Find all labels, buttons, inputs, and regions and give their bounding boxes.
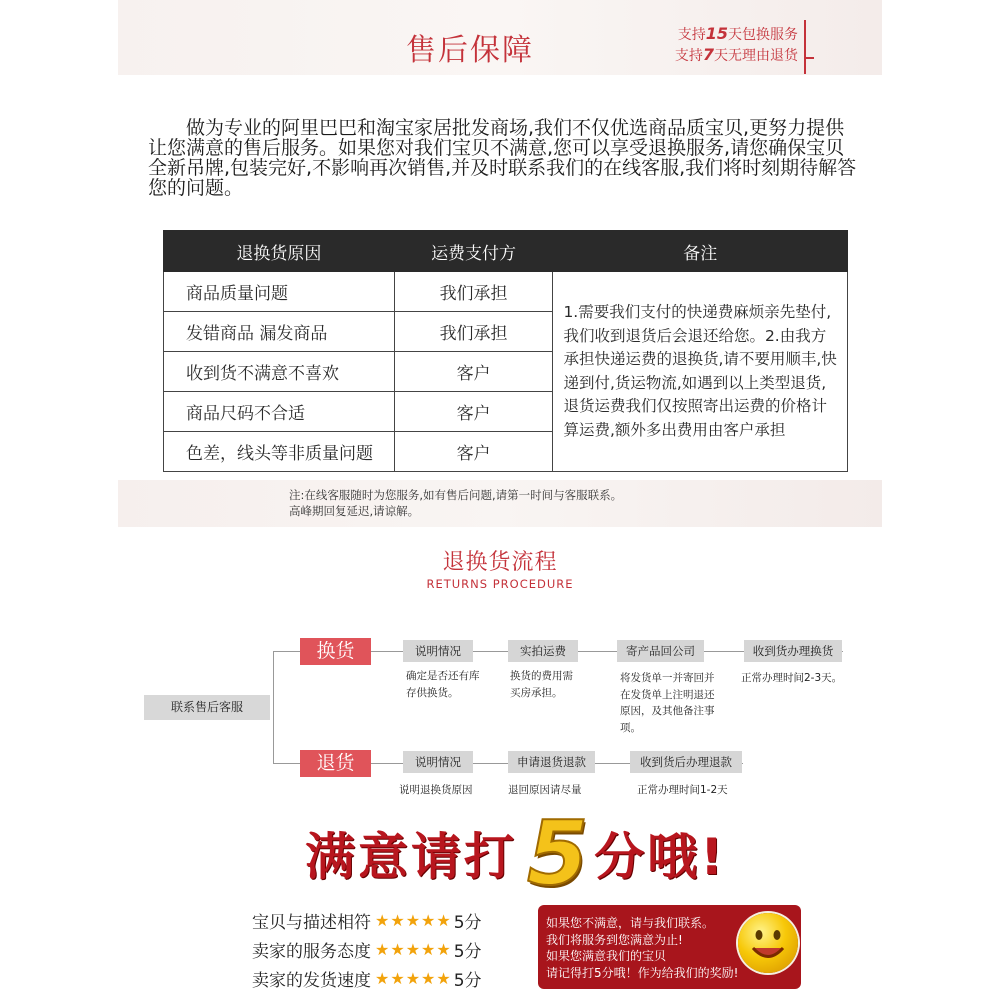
return-desc-3: 正常办理时间1-2天: [637, 784, 728, 796]
header-reason: 退换货原因: [164, 231, 395, 272]
rating-label: 卖家的发货速度: [252, 970, 371, 991]
procedure-subtitle: RETURNS PROCEDURE: [426, 577, 574, 591]
rating-score: 5分: [453, 941, 482, 962]
notice-text: [289, 487, 622, 519]
star-icon: ★★★★★: [375, 939, 452, 959]
page-title: 售后保障: [406, 33, 534, 68]
payer-cell: 我们承担: [394, 312, 553, 352]
badge-divider-tick: [804, 57, 814, 59]
return-step-2: 申请退货退款: [508, 751, 595, 773]
reason-cell: 色差，线头等非质量问题: [164, 432, 395, 472]
start-contact-box: 联系售后客服: [144, 695, 270, 720]
exchange-desc-3: 将发货单一并寄回并在发货单上注明退还原因，及其他备注事项。: [620, 672, 715, 734]
exchange-step-1: 说明情况: [403, 640, 473, 662]
reason-cell: 商品尺码不合适: [164, 392, 395, 432]
smiley-face-icon: [738, 913, 798, 973]
exchange-desc-4: 正常办理时间2-3天。: [741, 672, 843, 684]
badge-line2-pre: 支持: [674, 48, 703, 64]
badge-line1-pre: 支持: [677, 27, 706, 43]
banner-five: 5: [527, 801, 589, 905]
exchange-step-3: 寄产品回公司: [617, 640, 704, 662]
payer-cell: 客户: [394, 352, 553, 392]
payer-cell: 客户: [394, 432, 553, 472]
service-badge: [600, 24, 798, 66]
header-note: 备注: [553, 231, 848, 272]
banner-text-pre: 满意请打: [305, 828, 517, 886]
return-step-3: 收到货后办理退款: [630, 751, 742, 773]
procedure-title: 退换货流程: [442, 550, 558, 575]
star-icon: ★★★★★: [375, 968, 452, 988]
return-desc-2: 退回原因请尽量: [508, 784, 582, 796]
badge-line2-num: 7: [702, 45, 714, 64]
reason-cell: 发错商品 漏发商品: [164, 312, 395, 352]
satisfaction-message-box: [538, 905, 801, 989]
message-line1: 如果您不满意，请与我们联系。: [546, 916, 715, 930]
rating-label: 卖家的服务态度: [252, 941, 371, 962]
note-cell: 1.需要我们支付的快递费麻烦亲先垫付,我们收到退货后会退还给您。2.由我方承担快递运费的退换货,请不要用顺丰,快递到付,货运物流,如遇到以上类型退货,退货运费我们仅按照寄出运费的价格计算运费,额外多出费用由客户承担: [553, 272, 848, 472]
exchange-desc-2: 换货的费用需买房承担。: [510, 670, 573, 699]
rating-row-description: [252, 908, 482, 932]
smiley-icon: [738, 913, 798, 973]
rating-row-service: [252, 937, 482, 961]
notice-line1: 注:在线客服随时为您服务,如有售后问题,请第一时间与客服联系。: [289, 488, 623, 502]
payer-cell: 我们承担: [394, 272, 553, 312]
return-desc-1: 说明退换货原因: [399, 784, 473, 796]
message-text: [546, 915, 738, 981]
exchange-step-4: 收到货办理换货: [744, 640, 842, 662]
rating-row-shipping: [252, 966, 482, 990]
badge-line1-num: 15: [705, 24, 728, 43]
exchange-desc-1: 确定是否还有库存供换货。: [406, 670, 480, 699]
policy-table: [163, 230, 848, 472]
message-line4: 请记得打5分哦！作为给我们的奖励!: [546, 965, 739, 980]
header-payer: 运费支付方: [394, 231, 553, 272]
intro-paragraph: 做为专业的阿里巴巴和淘宝家居批发商场,我们不仅优选商品质宝贝,更努力提供让您满意的售后服务。如果您对我们宝贝不满意,您可以享受退换服务,请您确保宝贝全新吊牌,包装完好,不影响再次销售,并及时联系我们的在线客服,我们将时刻期待解答您的问题。: [148, 117, 857, 199]
badge-line2-post: 天无理由退货: [714, 48, 798, 64]
rating-label: 宝贝与描述相符: [252, 912, 371, 933]
message-line2: 我们将服务到您满意为止!: [546, 932, 683, 947]
table-header-row: [164, 231, 848, 272]
reason-cell: 收到货不满意不喜欢: [164, 352, 395, 392]
star-icon: ★★★★★: [375, 910, 452, 930]
reason-cell: 商品质量问题: [164, 272, 395, 312]
rating-score: 5分: [453, 912, 482, 933]
return-step-1: 说明情况: [403, 751, 473, 773]
exchange-tag: 换货: [300, 638, 371, 665]
banner-text-post: 分哦!: [594, 828, 727, 886]
badge-divider: [804, 20, 806, 74]
notice-line2: 高峰期回复延迟,请谅解。: [289, 504, 420, 518]
rating-banner: [305, 801, 755, 905]
return-tag: 退货: [300, 750, 371, 777]
message-line3: 如果您满意我们的宝贝: [546, 949, 667, 963]
table-row: [164, 272, 848, 312]
rating-score: 5分: [453, 970, 482, 991]
flow-branch-line: [273, 651, 274, 764]
exchange-step-2: 实拍运费: [508, 640, 578, 662]
payer-cell: 客户: [394, 392, 553, 432]
badge-line1-post: 天包换服务: [728, 27, 798, 43]
